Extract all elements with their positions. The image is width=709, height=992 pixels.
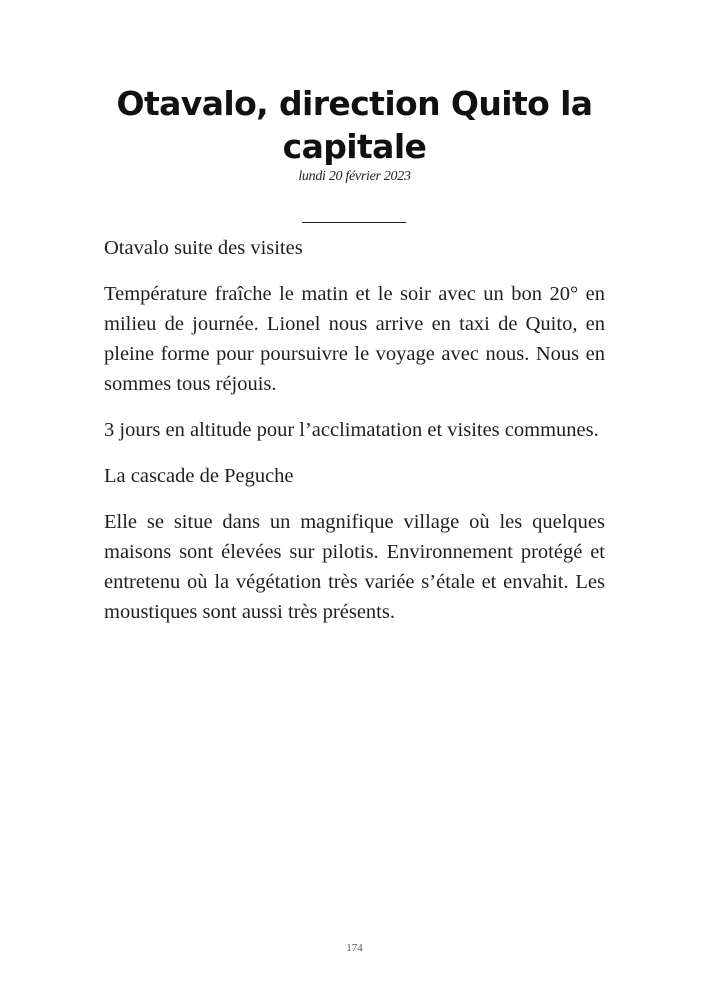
paragraph-temperature: Température fraîche le matin et le soir avec un bon 20° en milieu de journée. Lionel nous arrive en taxi de Quito, en pleine forme pour poursuivre le voyage avec nous. Nous en sommes tous réjouis. [104,283,605,395]
post-date: lundi 20 février 2023 [298,169,411,184]
article-body [104,233,605,643]
page-title: Otavalo, direction Quito la capitale [116,84,593,166]
paragraph-village: Elle se situe dans un magnifique village où les quelques maisons sont élevées sur pilotis. Environnement protégé et entretenu où la végétation très variée s’étale et envahit. Les moustiques sont aussi très présents. [104,511,605,623]
paragraph-subtitle-otavalo: Otavalo suite des visites [104,237,303,259]
paragraph-subtitle-cascade: La cascade de Peguche [104,465,294,487]
title-separator [302,222,406,223]
page-number: 174 [346,942,363,954]
paragraph-altitude: 3 jours en altitude pour l’acclimatation et visites communes. [104,419,599,441]
